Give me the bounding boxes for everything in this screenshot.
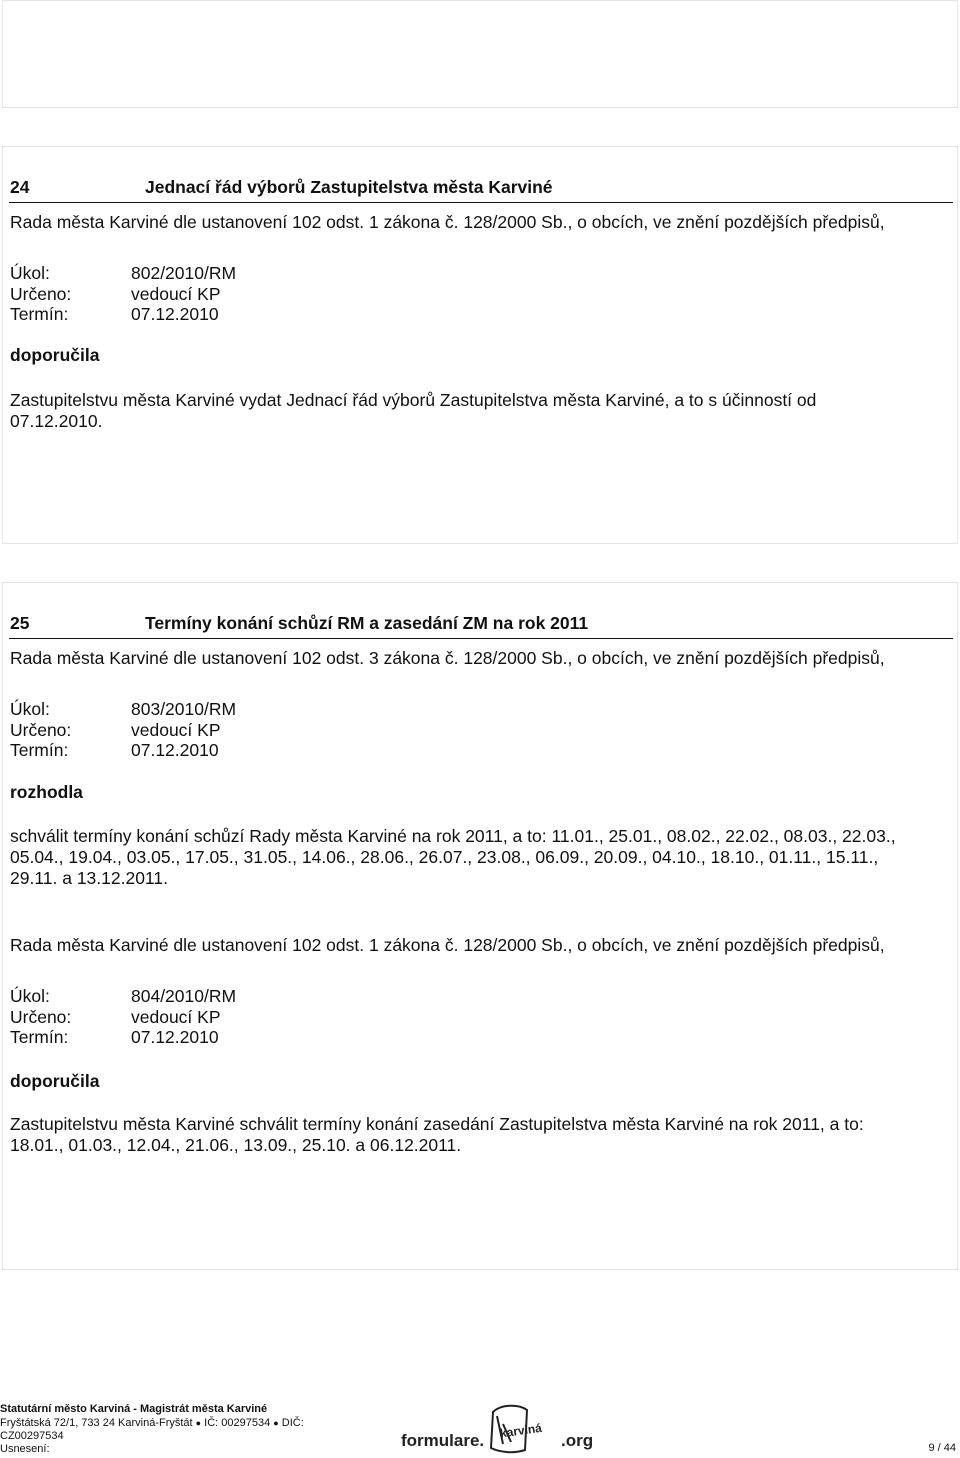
- task-value: 802/2010/RM: [131, 263, 237, 283]
- assigned-value: vedoucí KP: [131, 719, 221, 740]
- resolution-block-24: [2, 146, 958, 544]
- verdict-2: doporučila: [10, 1071, 100, 1091]
- verdict: rozhodla: [10, 782, 83, 802]
- deadline-value: 07.12.2010: [131, 304, 219, 324]
- footer-doc-label: Usnesení:: [0, 1443, 50, 1455]
- bullet-icon: ●: [273, 1418, 279, 1428]
- task-label: Úkol:: [10, 699, 50, 719]
- verdict: doporučila: [10, 345, 100, 365]
- resolution-text-line: 29.11. a 13.12.2011.: [10, 868, 168, 888]
- resolution-text-line: 07.12.2010.: [10, 411, 103, 431]
- assigned-label: Určeno:: [10, 1006, 72, 1027]
- deadline-value: 07.12.2010: [131, 740, 219, 760]
- item-title: Termíny konání schůzí RM a zasedání ZM na rok 2011: [145, 613, 589, 633]
- task-info: [10, 263, 236, 325]
- resolution-text: [10, 826, 950, 889]
- resolution-text-line: Zastupitelstvu města Karviné schválit termíny konání zasedání Zastupitelstva města Karviné na rok 2011, a to:: [10, 1114, 864, 1134]
- page-number: 9 / 44: [928, 1442, 956, 1454]
- resolution-text-2: [10, 1114, 950, 1156]
- bullet-icon: ●: [195, 1418, 202, 1428]
- item-title: Jednací řád výborů Zastupitelstva města Karviné: [145, 177, 553, 197]
- footer-dic-label: DIČ:: [281, 1417, 304, 1429]
- assigned-label: Určeno:: [10, 283, 72, 304]
- item-number: 25: [10, 613, 30, 633]
- title-underline: [9, 638, 953, 639]
- logo-text-formulare: formulare.: [401, 1431, 485, 1450]
- deadline-value: 07.12.2010: [131, 1027, 219, 1047]
- logo-text-karvina: karviná: [499, 1420, 543, 1441]
- assigned-value: vedoucí KP: [131, 283, 221, 304]
- task-label: Úkol:: [10, 263, 50, 283]
- page-frame-top: [2, 0, 958, 108]
- formulare-karvina-logo: [401, 1402, 611, 1456]
- intro-text: Rada města Karviné dle ustanovení 102 odst. 1 zákona č. 128/2000 Sb., o obcích, ve znění pozdějších předpisů,: [10, 212, 885, 232]
- task-info-2: [10, 986, 236, 1048]
- task-value: 803/2010/RM: [131, 699, 237, 719]
- deadline-label: Termín:: [10, 740, 69, 760]
- assigned-label: Určeno:: [10, 719, 72, 740]
- deadline-label: Termín:: [10, 1027, 69, 1047]
- footer-address-line: [0, 1416, 304, 1430]
- resolution-block-25: [2, 582, 958, 1270]
- title-underline: [9, 202, 953, 203]
- resolution-text-line: schválit termíny konání schůzí Rady města Karviné na rok 2011, a to: 11.01., 25.01., 08.02., 22.02., 08.03., 22.03.,: [10, 826, 896, 846]
- item-number: 24: [10, 177, 30, 197]
- assigned-value: vedoucí KP: [131, 1006, 221, 1027]
- resolution-text-line: 05.04., 19.04., 03.05., 17.05., 31.05., 14.06., 28.06., 26.07., 23.08., 06.09., 20.09., 04.10., 18.10., 01.11., 15.11.,: [10, 847, 879, 867]
- resolution-text-line: 18.01., 01.03., 12.04., 21.06., 13.09., 25.10. a 06.12.2011.: [10, 1135, 462, 1155]
- footer-org: Statutární město Karviná - Magistrát města Karviné: [0, 1403, 268, 1415]
- resolution-text-line: Zastupitelstvu města Karviné vydat Jednací řád výborů Zastupitelstva města Karviné, a to s účinností od: [10, 390, 817, 410]
- logo-text-org: .org: [561, 1431, 594, 1450]
- footer-dic-value: CZ00297534: [0, 1430, 64, 1442]
- task-info: [10, 699, 236, 761]
- task-value: 804/2010/RM: [131, 986, 237, 1006]
- intro-text: Rada města Karviné dle ustanovení 102 odst. 3 zákona č. 128/2000 Sb., o obcích, ve znění pozdějších předpisů,: [10, 648, 885, 668]
- intro-text-2: Rada města Karviné dle ustanovení 102 odst. 1 zákona č. 128/2000 Sb., o obcích, ve znění pozdějších předpisů,: [10, 935, 885, 955]
- resolution-text: [10, 390, 950, 432]
- deadline-label: Termín:: [10, 304, 69, 324]
- footer-ic: IČ: 00297534: [204, 1417, 271, 1429]
- task-label: Úkol:: [10, 986, 50, 1006]
- page-footer: [0, 1400, 960, 1458]
- footer-address: Fryštátská 72/1, 733 24 Karviná-Fryštát: [0, 1417, 193, 1429]
